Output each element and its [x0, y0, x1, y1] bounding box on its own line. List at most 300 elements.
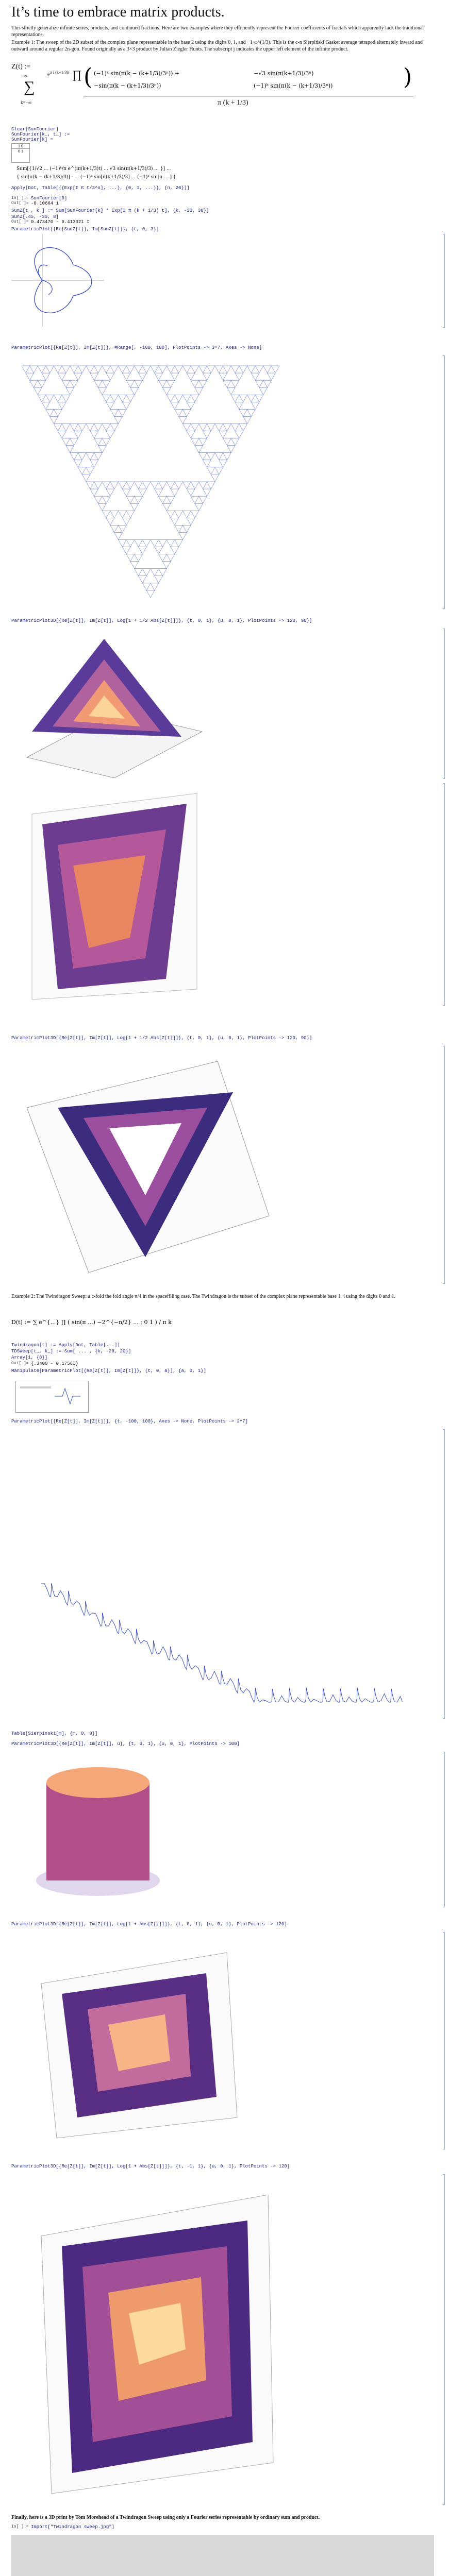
gasket-triangle	[215, 467, 223, 474]
cell-bracket-9[interactable]	[443, 2174, 445, 2505]
gasket-triangle	[102, 496, 110, 503]
code-cell-14[interactable]: Array[1, {8}]	[11, 1355, 48, 1360]
gasket-triangle	[162, 387, 171, 395]
gasket-triangle	[227, 387, 235, 395]
code-cell-12[interactable]: Twindragon[t] := Apply[Dot, Table[...]]	[11, 1343, 120, 1348]
gasket-triangle	[46, 395, 54, 402]
gasket-triangle	[110, 424, 119, 431]
gasket-triangle	[155, 576, 163, 583]
gasket-triangle	[119, 409, 127, 416]
gasket-triangle	[183, 409, 191, 416]
gasket-triangle	[102, 366, 110, 373]
gasket-triangle	[94, 366, 103, 373]
code-cell-21[interactable]: Import["Twindragon sweep.jpg"]	[31, 2524, 115, 2530]
gasket-triangle	[223, 453, 231, 460]
gasket-triangle	[110, 409, 119, 416]
gasket-triangle	[94, 482, 103, 489]
gasket-triangle	[130, 562, 139, 569]
example-1-paragraph: Example 1: The sweep of the 2D subset of the complex plane representable in the base 2 using the digits 0, 1, and −1·ω^(1/3). This is the c-n Sierpiński Gasket average tetrapod alternately inward and outward around a regular 2n-gon. Found originally as a 3×3 product by Julian Ziegler Hunts. The subscript j indicates the upper left element of the infinite product.	[11, 40, 423, 52]
gasket-triangle	[223, 438, 231, 446]
code-cell-16[interactable]: ParametricPlot[{Re[Z[t]], Im[Z[t]]}, {t, -100, 100}, Axes -> None, PlotPoints -> 2^7]	[11, 1419, 248, 1424]
gasket-triangle	[167, 496, 175, 503]
gasket-triangle	[231, 366, 239, 373]
gasket-triangle	[219, 431, 227, 438]
gasket-triangle	[199, 453, 207, 460]
gasket-triangle	[30, 366, 38, 373]
gasket-triangle	[247, 366, 256, 373]
gasket-triangle	[207, 453, 215, 460]
svg-text:−sin(π(k − (k+1/3)/3ⁿ)): −sin(π(k − (k+1/3)/3ⁿ))	[94, 82, 161, 89]
gasket-triangle	[187, 431, 195, 438]
gasket-triangle	[146, 590, 155, 598]
gasket-triangle	[175, 525, 183, 532]
gasket-triangle	[155, 373, 163, 380]
code-cell-9[interactable]: ParametricPlot[{Re[Z[t]], Im[Z[t]]}, #Range[, -100, 100], PlotPoints -> 3^7, Axes -> None]	[11, 345, 262, 350]
gasket-triangle	[119, 395, 127, 402]
gasket-triangle	[114, 532, 123, 539]
gasket-triangle	[175, 511, 183, 518]
surface-plot-4	[21, 1752, 175, 1906]
gasket-triangle	[191, 482, 199, 489]
gasket-triangle	[98, 503, 106, 511]
out-label-1: Out[ ]=	[11, 201, 29, 206]
gasket-triangle	[94, 453, 103, 460]
gasket-triangle	[54, 409, 62, 416]
gasket-triangle	[78, 453, 86, 460]
gasket-triangle	[126, 554, 135, 562]
gasket-triangle	[46, 366, 54, 373]
gasket-triangle	[98, 387, 106, 395]
cell-bracket-1[interactable]	[443, 234, 445, 328]
gasket-triangle	[151, 583, 159, 590]
svg-text:(: (	[84, 66, 93, 90]
gasket-triangle	[239, 395, 247, 402]
gasket-triangle	[130, 387, 139, 395]
gasket-triangle	[215, 366, 223, 373]
gasket-triangle	[142, 583, 151, 590]
gasket-triangle	[126, 482, 135, 489]
gasket-triangle	[239, 409, 247, 416]
gasket-triangle	[142, 569, 151, 576]
gasket-triangle	[119, 511, 127, 518]
gasket-triangle	[155, 489, 163, 496]
surface-plot-2	[11, 783, 207, 1005]
gasket-triangle	[58, 402, 66, 409]
gasket-triangle	[86, 467, 94, 474]
gasket-triangle	[171, 373, 179, 380]
gasket-triangle	[199, 496, 207, 503]
gasket-triangle	[175, 540, 183, 547]
code-cell-2[interactable]: SunFourier[k_, t_] :=	[11, 132, 70, 137]
svg-text:(−1)ᵏ sin(π(k − (k+1/3)/3ⁿ)): (−1)ᵏ sin(π(k − (k+1/3)/3ⁿ))	[254, 82, 333, 89]
cell-bracket-3[interactable]	[443, 629, 445, 779]
gasket-triangle	[268, 373, 276, 380]
gasket-triangle	[207, 366, 215, 373]
gasket-triangle	[90, 460, 98, 467]
gasket-triangle	[183, 395, 191, 402]
gasket-triangle	[183, 482, 191, 489]
twindragon-formula	[11, 1309, 413, 1340]
gasket-triangle	[30, 380, 38, 387]
svg-text:−√3 sin(π(k+1/3)/3ⁿ): −√3 sin(π(k+1/3)/3ⁿ)	[254, 70, 314, 77]
gasket-triangle	[110, 525, 119, 532]
output-2: 0.473470 - 0.413321 I	[31, 219, 90, 225]
gasket-triangle	[106, 402, 114, 409]
final-caption: Finally, here is a 3D print by Tom Morehead of a Twindragon Sweep using only a Fourier series representable by ordinary sum and product.	[11, 2515, 320, 2520]
gasket-triangle	[191, 395, 199, 402]
gasket-triangle	[179, 416, 187, 423]
manipulate-panel[interactable]	[15, 1381, 89, 1413]
gasket-triangle	[46, 409, 54, 416]
gasket-triangle	[114, 416, 123, 423]
gasket-triangle	[34, 387, 42, 395]
gasket-triangle	[191, 496, 199, 503]
gasket-triangle	[235, 431, 243, 438]
gasket-triangle	[135, 380, 143, 387]
gasket-triangle	[122, 402, 130, 409]
gasket-triangle	[90, 431, 98, 438]
gasket-triangle	[86, 366, 94, 373]
gasket-triangle	[94, 380, 103, 387]
gasket-triangle	[227, 446, 235, 453]
gasket-triangle	[135, 540, 143, 547]
gasket-triangle	[187, 518, 195, 525]
gasket-triangle	[167, 540, 175, 547]
gasket-triangle	[38, 395, 46, 402]
code-cell-17[interactable]: Table[Sierpinski[m], {m, 0, 8}]	[11, 1731, 98, 1736]
gasket-triangle	[167, 395, 175, 402]
twindragon-sweep-plot	[21, 1429, 412, 1718]
gasket-triangle	[191, 511, 199, 518]
gasket-triangle	[191, 380, 199, 387]
gasket-triangle	[139, 576, 147, 583]
formula-denominator: π (k + 1/3)	[218, 99, 248, 107]
gasket-triangle	[183, 424, 191, 431]
gasket-triangle	[54, 424, 62, 431]
surface-plot-5	[21, 1932, 247, 2148]
gasket-triangle	[203, 431, 211, 438]
code-cell-3[interactable]: SunFourier[k] =	[11, 137, 54, 142]
gasket-triangle	[263, 380, 272, 387]
gasket-triangle	[171, 489, 179, 496]
manipulate-preview	[52, 1383, 83, 1409]
gasket-triangle	[42, 402, 50, 409]
gasket-triangle	[102, 438, 110, 446]
manipulate-slider[interactable]	[20, 1386, 51, 1388]
gasket-triangle	[255, 366, 263, 373]
gasket-triangle	[102, 511, 110, 518]
page-title: It’s time to embrace matrix products.	[11, 4, 225, 20]
gasket-triangle	[86, 453, 94, 460]
example-2-paragraph: Example 2: The Twindragon Sweep: a c-fold the fold angle π/4 in the spacefilling case. The Twindragon is the subset of the complex plane representable base 1+i using the digits 0 and 1.	[11, 1294, 396, 1299]
matrix-thumbnail: 1 0 0 1	[11, 143, 30, 163]
gasket-triangle	[159, 554, 167, 562]
matrix-product-svg	[84, 66, 413, 97]
code-cell-7[interactable]: SunZ[.45, -30, 8]	[11, 214, 59, 219]
gasket-triangle	[175, 395, 183, 402]
gasket-triangle	[203, 373, 211, 380]
gasket-triangle	[155, 547, 163, 554]
gasket-triangle	[82, 474, 90, 482]
gasket-triangle	[247, 409, 256, 416]
gasket-triangle	[58, 373, 66, 380]
gasket-triangle	[231, 424, 239, 431]
gasket-triangle	[159, 482, 167, 489]
gasket-triangle	[122, 373, 130, 380]
gasket-triangle	[106, 431, 114, 438]
gasket-triangle	[62, 395, 70, 402]
sum-lower: k=−∞	[21, 100, 32, 105]
gasket-triangle	[215, 424, 223, 431]
gasket-triangle	[223, 424, 231, 431]
sum-upper: ∞	[24, 73, 27, 78]
gasket-triangle	[142, 540, 151, 547]
gasket-triangle	[94, 496, 103, 503]
gasket-triangle	[102, 482, 110, 489]
output-1: -0.10664 i	[31, 201, 59, 206]
gasket-triangle	[195, 446, 203, 453]
gasket-triangle	[195, 503, 203, 511]
gasket-triangle	[26, 373, 34, 380]
gasket-triangle	[263, 366, 272, 373]
gasket-triangle	[183, 525, 191, 532]
gasket-triangle	[199, 482, 207, 489]
gasket-triangle	[102, 395, 110, 402]
gasket-triangle	[183, 366, 191, 373]
twindragon-path	[41, 1584, 402, 1702]
gasket-triangle	[94, 424, 103, 431]
gasket-triangle	[151, 569, 159, 576]
product-expansion-svg	[11, 164, 413, 184]
gasket-triangle	[159, 540, 167, 547]
gasket-triangle	[231, 380, 239, 387]
gasket-triangle	[126, 496, 135, 503]
gasket-triangle	[98, 446, 106, 453]
code-cell-10[interactable]: ParametricPlot3D[{Re[Z[t]], Im[Z[t]], Log[1 + 1/2 Abs[Z[t]]]}, {t, 0, 1}, {u, 0, 1}, PlotPoints -> 120, 90}]	[11, 618, 312, 623]
gasket-triangle	[219, 460, 227, 467]
gasket-triangle	[102, 380, 110, 387]
sum-sign: ∑	[24, 78, 35, 95]
gasket-triangle	[167, 482, 175, 489]
cell-bracket-5[interactable]	[443, 1046, 445, 1284]
gasket-triangle	[199, 424, 207, 431]
gasket-triangle	[74, 373, 82, 380]
gasket-triangle	[235, 373, 243, 380]
gasket-triangle	[54, 395, 62, 402]
gasket-triangle	[251, 402, 259, 409]
gasket-triangle	[110, 482, 119, 489]
photo-background	[11, 2535, 434, 2576]
gasket-triangle	[142, 482, 151, 489]
in-label-final: In[ ]:=	[11, 2524, 29, 2529]
out-label-3: Out[ ]=	[11, 1361, 29, 1366]
gasket-triangle	[187, 489, 195, 496]
gasket-triangle	[175, 366, 183, 373]
gasket-triangle	[106, 518, 114, 525]
product-expansion	[11, 164, 413, 184]
out-label-2: Out[ ]=	[11, 219, 29, 224]
gasket-triangle	[58, 431, 66, 438]
gasket-triangle	[211, 474, 219, 482]
gasket-triangle	[159, 496, 167, 503]
gasket-triangle	[70, 453, 78, 460]
gasket-triangle	[50, 416, 58, 423]
code-cell-5[interactable]: SunFourier[0]	[31, 196, 68, 201]
code-cell-4[interactable]: Apply[Dot, Table[{{Exp[I π t/3^n], ...}, {0, 1, ...}}, {n, 20}]]	[11, 185, 190, 191]
gasket-triangle	[231, 395, 239, 402]
gasket-triangle	[70, 438, 78, 446]
code-cell-20[interactable]: ParametricPlot3D[{Re[Z[t]], Im[Z[t]], Log[1 + Abs[Z[t]]]}, {t, -1, 1}, {u, 0, 1}, PlotPoints -> 120]	[11, 2164, 290, 2169]
gasket-triangle	[139, 373, 147, 380]
gasket-triangle	[110, 511, 119, 518]
svg-text:{ sin[π(k − (k+1/3)/3)] · ...: { sin[π(k − (k+1/3)/3)] · ... (−1)ᵏ sin[π(k+1/3)/3] ... (−1)ᵏ sin[π ... ] }	[16, 175, 176, 180]
gasket-triangle	[70, 380, 78, 387]
gasket-triangle	[235, 402, 243, 409]
gasket-triangle	[135, 554, 143, 562]
code-cell-6[interactable]: SunZ[t_, k_] := Sum[SunFourier[k] * Exp[I π (k + 1/3) t], {k, -30, 30}]	[11, 208, 209, 213]
gasket-triangle	[195, 387, 203, 395]
gasket-triangle	[42, 373, 50, 380]
code-cell-15[interactable]: Manipulate[ParametricPlot[{Re[Z[t]], Im[Z[t]]}, {t, 0, a}], {a, 0, 1}]	[11, 1368, 207, 1374]
cell-bracket-7[interactable]	[443, 1752, 445, 1907]
product-sign: ∏	[72, 68, 82, 81]
surface4-top	[46, 1767, 149, 1798]
gasket-triangle	[171, 402, 179, 409]
gasket-triangle	[110, 366, 119, 373]
gasket-triangle	[139, 489, 147, 496]
gasket-triangle	[171, 547, 179, 554]
gasket-triangle	[231, 438, 239, 446]
gasket-triangle	[239, 424, 247, 431]
gasket-triangle	[62, 380, 70, 387]
gasket-triangle	[86, 424, 94, 431]
gasket-triangle	[191, 424, 199, 431]
gasket-triangle	[207, 467, 215, 474]
gasket-triangle	[126, 395, 135, 402]
gasket-triangle	[74, 431, 82, 438]
svg-text:): )	[403, 66, 412, 90]
gasket-triangle	[215, 453, 223, 460]
cell-bracket-8[interactable]	[443, 1932, 445, 2149]
gasket-triangle	[162, 503, 171, 511]
gasket-triangle	[122, 518, 130, 525]
code-cell-11[interactable]: ParametricPlot3D[{Re[Z[t]], Im[Z[t]], Log[1 + 1/2 Abs[Z[t]]]}, {t, 0, 1}, {u, 0, 1}, PlotPoints -> 120, 90}]	[11, 1036, 312, 1041]
gasket-triangle	[126, 366, 135, 373]
cell-bracket-2[interactable]	[443, 355, 445, 609]
gasket-triangle	[66, 387, 74, 395]
curve-inner-lobe	[39, 265, 53, 295]
gasket-triangle	[207, 424, 215, 431]
cell-bracket-6[interactable]	[443, 1429, 445, 1719]
sierpinski-gasket	[22, 366, 279, 598]
gasket-triangle	[175, 409, 183, 416]
gasket-triangle	[199, 366, 207, 373]
gasket-triangle	[175, 482, 183, 489]
gasket-triangle	[122, 489, 130, 496]
code-cell-13[interactable]: TDSweep[t_, k_] := Sum[ ... , {k, -20, 20}]	[11, 1349, 131, 1354]
gasket-triangle	[243, 416, 252, 423]
gasket-triangle	[219, 373, 227, 380]
gasket-triangle	[187, 373, 195, 380]
gasket-triangle	[191, 438, 199, 446]
gasket-triangle	[106, 373, 114, 380]
gasket-triangle	[62, 366, 70, 373]
gasket-triangle	[122, 547, 130, 554]
gasket-triangle	[255, 395, 263, 402]
code-cell-8[interactable]: ParametricPlot[{Re[SunZ[t]], Im[SunZ[t]]}, {t, 0, 3}]	[11, 227, 159, 232]
gasket-triangle	[187, 402, 195, 409]
surface-plot-3	[11, 1046, 279, 1283]
gasket-triangle	[78, 467, 86, 474]
gasket-triangle	[86, 482, 94, 489]
gasket-triangle	[159, 366, 167, 373]
svg-text:D(t) := ∑ e^{...} ∏ ( sin(π ..: D(t) := ∑ e^{...} ∏ ( sin(π ...) −2^{−n/2} ... ; 0 1 ) / π k	[11, 1319, 172, 1326]
gasket-triangle	[203, 460, 211, 467]
sweep-curve-plot	[11, 234, 104, 327]
gasket-triangle	[126, 540, 135, 547]
gasket-triangle	[223, 366, 231, 373]
gasket-triangle	[119, 540, 127, 547]
gasket-triangle	[90, 373, 98, 380]
gasket-triangle	[106, 489, 114, 496]
gasket-triangle	[179, 532, 187, 539]
gasket-triangle	[255, 380, 263, 387]
surface-plot-1	[11, 629, 207, 778]
code-cell-19[interactable]: ParametricPlot3D[{Re[Z[t]], Im[Z[t]], Log[1 + Abs[Z[t]]]}, {t, 0, 1}, {u, 0, 1}, PlotPoints -> 120]	[11, 1922, 287, 1927]
gasket-triangle	[199, 380, 207, 387]
code-cell-18[interactable]: ParametricPlot3D[{Re[Z[t]], Im[Z[t]], u}, {t, 0, 1}, {u, 0, 1}, PlotPoints -> 100]	[11, 1741, 240, 1747]
sierpinski-gasket-plot	[11, 355, 290, 608]
cell-bracket-4[interactable]	[443, 783, 445, 1006]
gasket-triangle	[119, 525, 127, 532]
code-cell-1[interactable]: Clear[SunFourier]	[11, 127, 59, 132]
surface-plot-6	[21, 2174, 289, 2504]
gasket-triangle	[62, 424, 70, 431]
gasket-triangle	[119, 366, 127, 373]
gasket-triangle	[22, 366, 30, 373]
gasket-triangle	[38, 380, 46, 387]
formula-lhs: Z(t) :=	[11, 63, 31, 71]
in-label-1: In[ ]:=	[11, 196, 29, 200]
gasket-triangle	[135, 496, 143, 503]
gasket-triangle	[207, 482, 215, 489]
gasket-triangle	[167, 380, 175, 387]
print-photo-svg	[11, 2535, 434, 2576]
gasket-triangle	[167, 554, 175, 562]
gasket-triangle	[74, 460, 82, 467]
gasket-triangle	[102, 424, 110, 431]
gasket-triangle	[135, 482, 143, 489]
gasket-triangle	[247, 395, 256, 402]
gasket-triangle	[78, 366, 86, 373]
gasket-triangle	[151, 540, 159, 547]
gasket-triangle	[135, 569, 143, 576]
gasket-triangle	[259, 387, 268, 395]
gasket-triangle	[110, 395, 119, 402]
formula-exponent: $e^{\pi i (k+1/3)t}$	[47, 70, 70, 78]
gasket-triangle	[38, 366, 46, 373]
print-photo	[11, 2535, 434, 2576]
gasket-triangle	[151, 482, 159, 489]
gasket-triangle	[142, 366, 151, 373]
gasket-triangle	[78, 424, 86, 431]
gasket-triangle	[239, 366, 247, 373]
gasket-triangle	[183, 511, 191, 518]
gasket-triangle	[135, 366, 143, 373]
gasket-triangle	[251, 373, 259, 380]
gasket-triangle	[119, 482, 127, 489]
gasket-triangle	[139, 547, 147, 554]
